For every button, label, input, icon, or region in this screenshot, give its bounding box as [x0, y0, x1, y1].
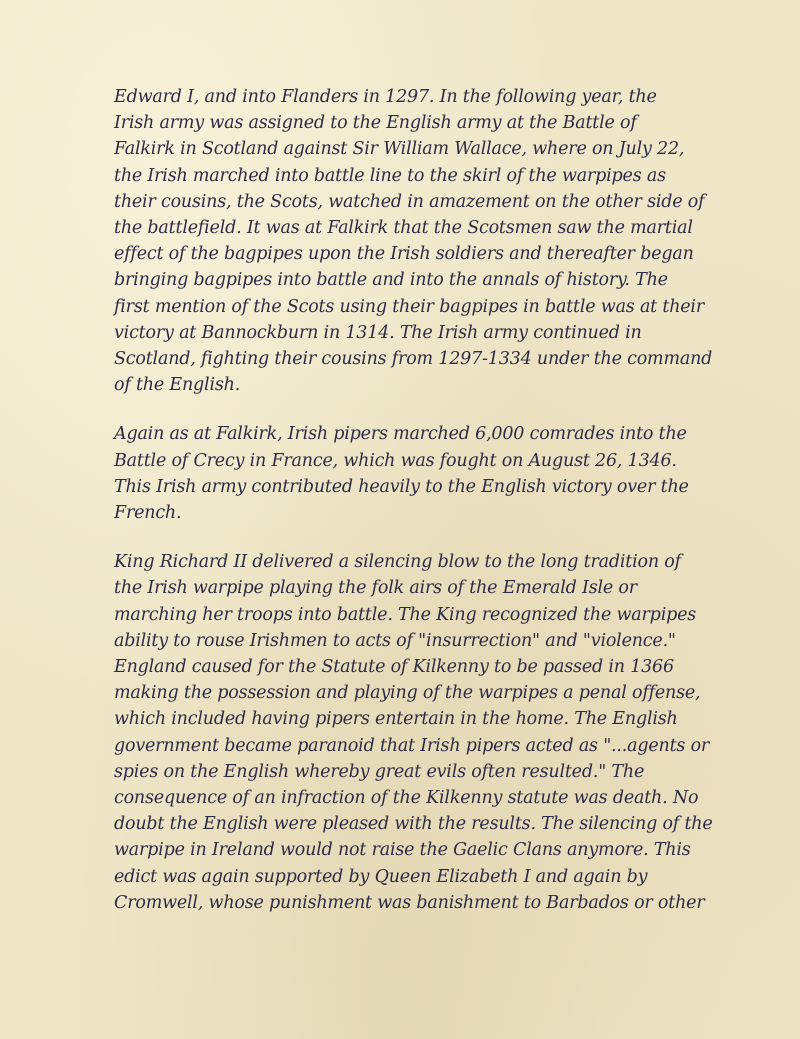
- text-line: which included having pipers entertain in the home. The English: [114, 709, 678, 730]
- text-line: spies on the English whereby great evils often resulted." The: [114, 761, 645, 782]
- text-line: the Irish warpipe playing the folk airs of the Emerald Isle or: [114, 578, 637, 599]
- text-line: Battle of Crecy in France, which was fought on August 26, 1346.: [114, 450, 677, 471]
- paragraph-falkirk: [114, 84, 713, 398]
- text-line: consequence of an infraction of the Kilkenny statute was death. No: [114, 788, 699, 809]
- paragraph-crecy: [114, 421, 700, 526]
- text-line: the Irish marched into battle line to the skirl of the warpipes as: [114, 165, 666, 186]
- text-line: effect of the bagpipes upon the Irish soldiers and thereafter began: [114, 244, 694, 265]
- text-line: Irish army was assigned to the English army at the Battle of: [114, 113, 637, 134]
- text-line: making the possession and playing of the warpipes a penal offense,: [114, 683, 701, 704]
- text-line: Falkirk in Scotland against Sir William Wallace, where on July 22,: [114, 139, 685, 160]
- text-line: King Richard II delivered a silencing blow to the long tradition of: [114, 552, 681, 573]
- text-line: marching her troops into battle. The King recognized the warpipes: [114, 604, 697, 625]
- text-line: their cousins, the Scots, watched in amazement on the other side of: [114, 191, 705, 212]
- text-line: victory at Bannockburn in 1314. The Irish army continued in: [114, 322, 642, 343]
- text-line: edict was again supported by Queen Elizabeth I and again by: [114, 866, 648, 887]
- text-line: bringing bagpipes into battle and into the annals of history. The: [114, 270, 668, 291]
- paragraph-kilkenny: [114, 549, 713, 916]
- text-line: French.: [114, 503, 182, 524]
- text-line: of the English.: [114, 375, 241, 396]
- text-line: government became paranoid that Irish pipers acted as "...agents or: [114, 735, 710, 756]
- text-line: Scotland, fighting their cousins from 1297-1334 under the command: [114, 349, 713, 370]
- text-line: first mention of the Scots using their bagpipes in battle was at their: [114, 296, 704, 317]
- text-line: Again as at Falkirk, Irish pipers marched 6,000 comrades into the: [114, 424, 687, 445]
- text-line: the battlefield. It was at Falkirk that the Scotsmen saw the martial: [114, 218, 693, 239]
- text-line: Cromwell, whose punishment was banishment to Barbados or other: [114, 892, 705, 913]
- text-line: doubt the English were pleased with the results. The silencing of the: [114, 814, 713, 835]
- text-line: England caused for the Statute of Kilkenny to be passed in 1366: [114, 657, 674, 678]
- text-line: Edward I, and into Flanders in 1297. In the following year, the: [114, 87, 657, 107]
- text-line: This Irish army contributed heavily to the English victory over the: [114, 476, 689, 497]
- text-line: ability to rouse Irishmen to acts of "insurrection" and "violence.": [114, 630, 676, 651]
- text-line: warpipe in Ireland would not raise the Gaelic Clans anymore. This: [114, 840, 691, 861]
